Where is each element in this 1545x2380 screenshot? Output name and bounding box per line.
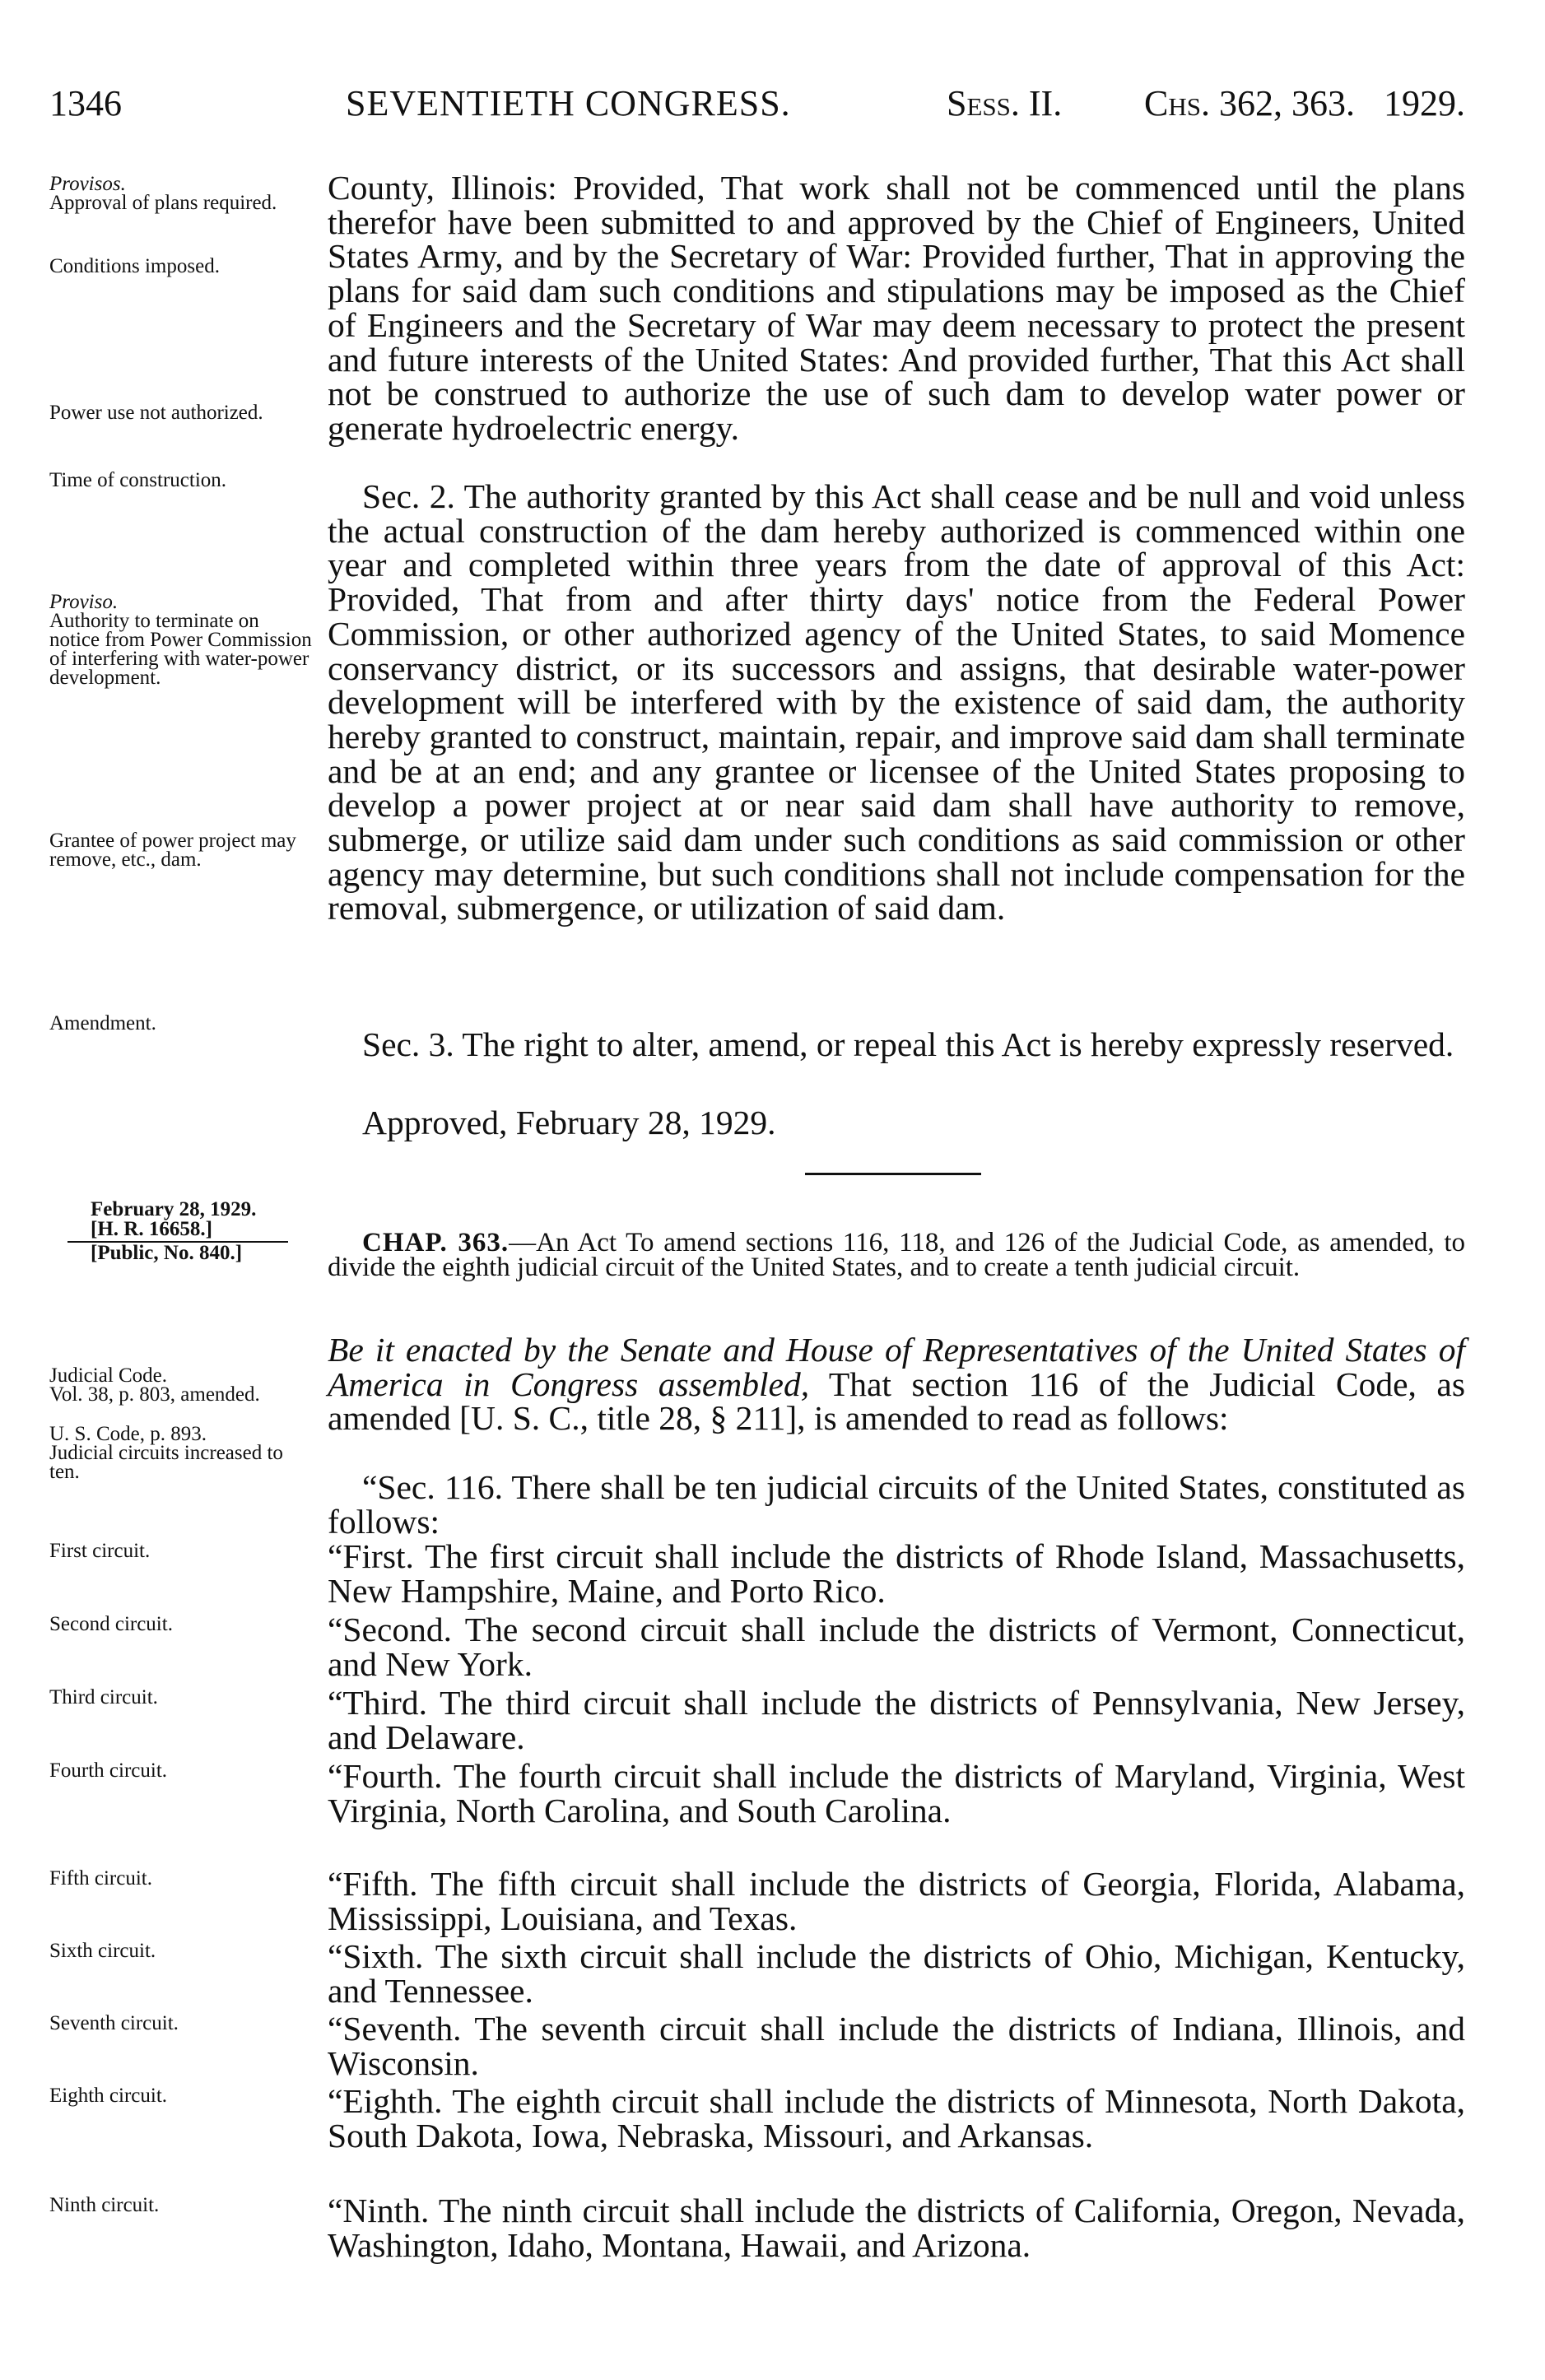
margin-note-fifth: Fifth circuit. — [49, 1867, 152, 1890]
congress-title: SEVENTIETH CONGRESS. — [346, 83, 791, 123]
margin-note-first: First circuit. — [49, 1540, 151, 1562]
margin-note-circuits: Judicial circuits increased to ten. — [49, 1442, 283, 1483]
bill-number: [H. R. 16658.] — [91, 1218, 212, 1240]
chapter-heading — [328, 1230, 1465, 1280]
running-header — [49, 82, 1465, 132]
margin-note-sixth: Sixth circuit. — [49, 1940, 156, 1962]
clause-fifth: “Fifth. The fifth circuit shall include the districts of Georgia, Florida, Alabama, Mississippi, Louisiana, and Texas. — [328, 1865, 1465, 1937]
paragraph-section-3: Sec. 3. The right to alter, amend, or repeal this Act is hereby expressly reserved. — [362, 1025, 1454, 1063]
chapter-label: CHAP. 363. — [362, 1228, 510, 1257]
margin-note-amendment: Amendment. — [49, 1012, 156, 1034]
margin-note-approval: Approval of plans required. — [49, 192, 277, 214]
clause-third: “Third. The third circuit shall include the districts of Pennsylvania, New Jersey, and Delaware. — [328, 1684, 1465, 1756]
paragraph-section-2: Sec. 2. The authority granted by this Act shall cease and be null and void unless the actual construction of the dam hereby authorized is commenced within one year and completed within three years from the date of approval of this Act: Provided, That from and after thirty days' notice from the Federal Power Commission, or other authorized agency of the United States, to said Momence conservancy district, or its successors and assigns, that desirable water-power development will be interfered with by the existence of said dam, the authority hereby granted to construct, maintain, repair, and improve said dam shall terminate and be at an end; and any grantee or licensee of the United States proposing to develop a power project at or near said dam shall have authority to remove, submerge, or utilize said dam under such conditions as said commission or other agency may determine, but such conditions shall not include compensation for the removal, submergence, or utilization of said dam. — [328, 477, 1465, 927]
year-label: 1929. — [1384, 83, 1465, 123]
margin-note-eighth: Eighth circuit. — [49, 2085, 168, 2107]
margin-note-time: Time of construction. — [49, 469, 227, 491]
margin-note-proviso: Proviso. — [49, 591, 119, 613]
enacting-rest: That section 116 of the Judicial Code, as amended [U. S. C., title 28, § 211], is amended to read as follows: — [328, 1364, 1465, 1438]
margin-note-conditions: Conditions imposed. — [49, 255, 220, 277]
margin-note-provisos: Provisos. — [49, 173, 126, 195]
margin-note-second: Second circuit. — [49, 1613, 173, 1635]
chapter-title: —An Act To amend sections 116, 118, and 126 of the Judicial Code, as amended, to divide the eighth judicial circuit of the United States, and to create a tenth judicial circuit. — [328, 1228, 1465, 1282]
margin-note-authority: Authority to terminate on notice from Power Commission of interfering with water-power development. — [49, 610, 312, 689]
margin-note-third: Third circuit. — [49, 1686, 158, 1708]
clause-sixth: “Sixth. The sixth circuit shall include the districts of Ohio, Michigan, Kentucky, and Tennessee. — [328, 1937, 1465, 2010]
margin-note-judicial-code: Judicial Code. — [49, 1364, 168, 1387]
paragraph-provisos: County, Illinois: Provided, That work shall not be commenced until the plans therefor have been submitted to and approved by the Chief of Engineers, United States Army, and by the Secretary of War: Provided further, That in approving the plans for said dam such conditions and stipulations may be imposed as the Chief of Engineers and the Secretary of War may deem necessary to protect the present and future interests of the United States: And provided further, That this Act shall not be construed to authorize the use of such dam to develop water power or generate hydroelectric energy. — [328, 169, 1465, 447]
chapter-date: February 28, 1929. — [91, 1198, 257, 1220]
page-number: 1346 — [49, 83, 122, 123]
clause-fourth: “Fourth. The fourth circuit shall include the districts of Maryland, Virginia, West Virginia, North Carolina, and South Carolina. — [328, 1757, 1465, 1829]
clause-ninth: “Ninth. The ninth circuit shall include the districts of California, Oregon, Nevada, Washington, Idaho, Montana, Hawaii, and Arizona. — [328, 2192, 1465, 2264]
clause-first: “First. The first circuit shall include the districts of Rhode Island, Massachusetts, New Hampshire, Maine, and Porto Rico. — [328, 1537, 1465, 1610]
clause-sec-116: “Sec. 116. There shall be ten judicial circuits of the United States, constituted as follows: — [328, 1468, 1465, 1541]
enacting-clause: Be it enacted by the Senate and House of Representatives of the United States of America in Congress assembled, — [328, 1331, 1465, 1403]
approval-date: Approved, February 28, 1929. — [362, 1104, 776, 1141]
public-law-number: [Public, No. 840.] — [91, 1242, 243, 1264]
clause-second: “Second. The second circuit shall include the districts of Vermont, Connecticut, and New York. — [328, 1611, 1465, 1683]
clause-seventh: “Seventh. The seventh circuit shall include the districts of Indiana, Illinois, and Wisconsin. — [328, 2010, 1465, 2082]
margin-note-seventh: Seventh circuit. — [49, 2012, 179, 2034]
clause-eighth: “Eighth. The eighth circuit shall include the districts of Minnesota, North Dakota, South Dakota, Iowa, Nebraska, Missouri, and Arkansas. — [328, 2082, 1465, 2155]
margin-note-vol: Vol. 38, p. 803, amended. — [49, 1383, 260, 1406]
margin-note-grantee: Grantee of power project may remove, etc., dam. — [49, 830, 296, 871]
margin-note-usc: U. S. Code, p. 893. — [49, 1423, 207, 1445]
section-divider — [805, 1173, 981, 1175]
margin-note-fourth: Fourth circuit. — [49, 1759, 168, 1782]
margin-note-power-use: Power use not authorized. — [49, 402, 263, 424]
session-label: Sess. II. — [947, 83, 1063, 123]
margin-note-ninth: Ninth circuit. — [49, 2194, 160, 2216]
chapters-label: Chs. 362, 363. — [1144, 83, 1355, 123]
enacting-paragraph — [328, 1333, 1465, 1436]
